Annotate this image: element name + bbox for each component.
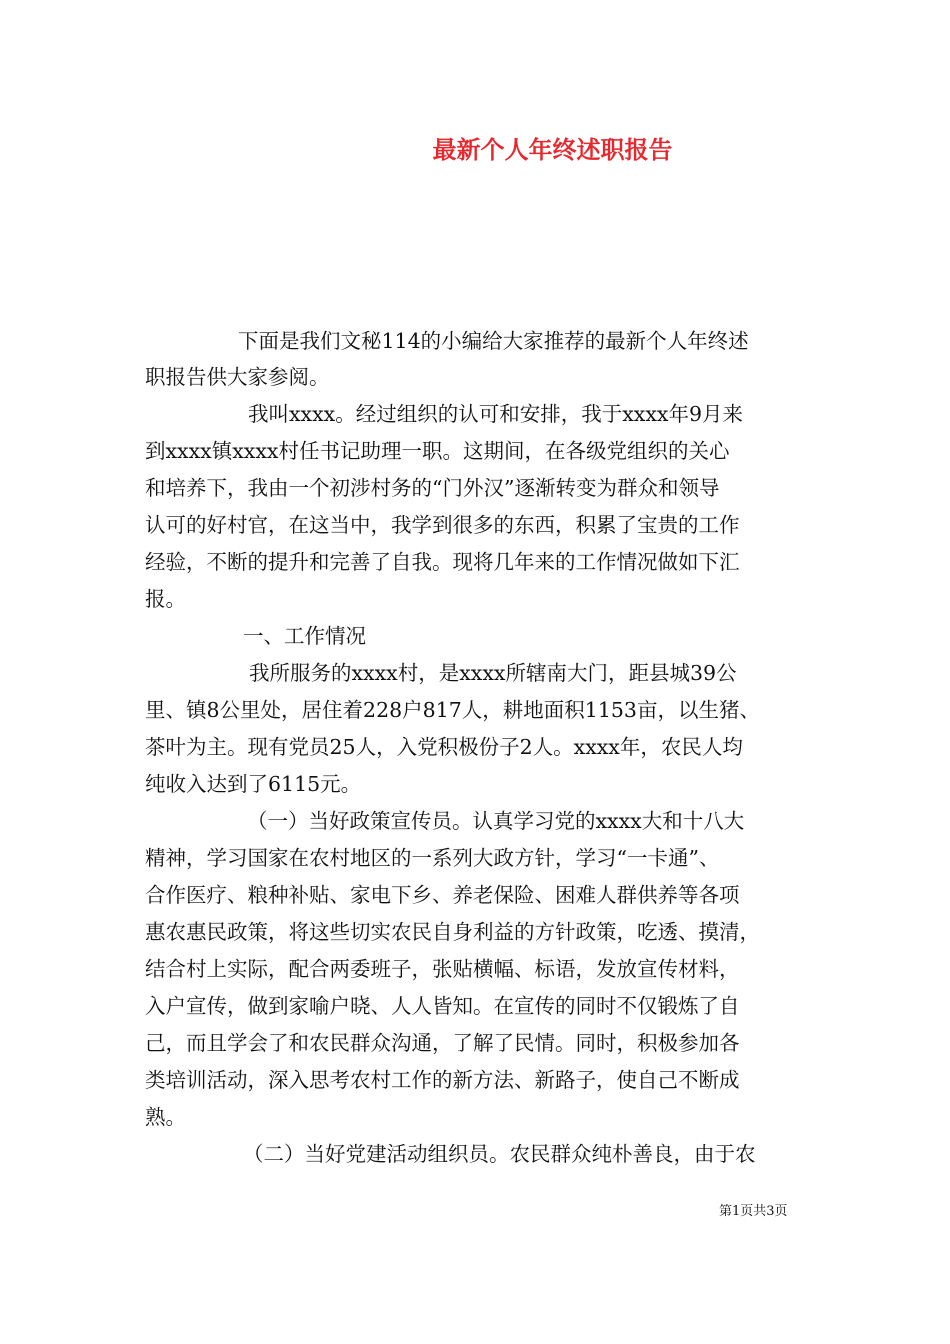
- body-line: 己，而且学会了和农民群众沟通，了解了民情。同时，积极参加各: [145, 1031, 740, 1055]
- body-line: 经验，不断的提升和完善了自我。现将几年来的工作情况做如下汇: [145, 550, 740, 574]
- body-line: 结合村上实际，配合两委班子，张贴横幅、标语，发放宣传材料，: [145, 957, 740, 981]
- body-line: 合作医疗、粮种补贴、家电下乡、养老保险、困难人群供养等各项: [145, 883, 740, 907]
- body-line: 我所服务的xxxx村，是xxxx所辖南大门，距县城39公: [249, 661, 737, 685]
- document-title: 最新个人年终述职报告: [432, 135, 673, 164]
- body-line: 纯收入达到了6115元。: [145, 772, 362, 796]
- body-line: 熟。: [145, 1105, 186, 1129]
- body-line: 里、镇8公里处，居住着228户817人，耕地面积1153亩，以生猪、: [145, 698, 760, 722]
- body-line: （二）当好党建活动组织员。农民群众纯朴善良，由于农: [243, 1142, 756, 1166]
- body-line: （一）当好政策宣传员。认真学习党的xxxx大和十八大: [247, 809, 745, 833]
- body-line: 认可的好村官，在这当中，我学到很多的东西，积累了宝贵的工作: [145, 513, 740, 537]
- body-line: 类培训活动，深入思考农村工作的新方法、新路子，使自己不断成: [145, 1068, 740, 1092]
- page-number: 第1页共3页: [719, 1204, 788, 1219]
- body-line: 和培养下，我由一个初涉村务的“门外汉”逐渐转变为群众和领导: [145, 476, 720, 500]
- body-line: 职报告供大家参阅。: [145, 365, 330, 389]
- section-heading: 一、工作情况: [243, 624, 366, 648]
- body-line: 惠农惠民政策，将这些切实农民自身利益的方针政策，吃透、摸清，: [145, 920, 760, 944]
- body-line: 报。: [145, 587, 186, 611]
- body-line: 茶叶为主。现有党员25人，入党积极份子2人。xxxx年，农民人均: [145, 735, 743, 759]
- body-line: 入户宣传，做到家喻户晓、人人皆知。在宣传的同时不仅锻炼了自: [145, 994, 740, 1018]
- body-line: 精神，学习国家在农村地区的一系列大政方针，学习“一卡通”、: [145, 846, 720, 870]
- body-line: 到xxxx镇xxxx村任书记助理一职。这期间，在各级党组织的关心: [145, 439, 730, 463]
- body-line: 我叫xxxx。经过组织的认可和安排，我于xxxx年9月来: [248, 402, 744, 426]
- body-line: 下面是我们文秘114的小编给大家推荐的最新个人年终述: [238, 329, 749, 353]
